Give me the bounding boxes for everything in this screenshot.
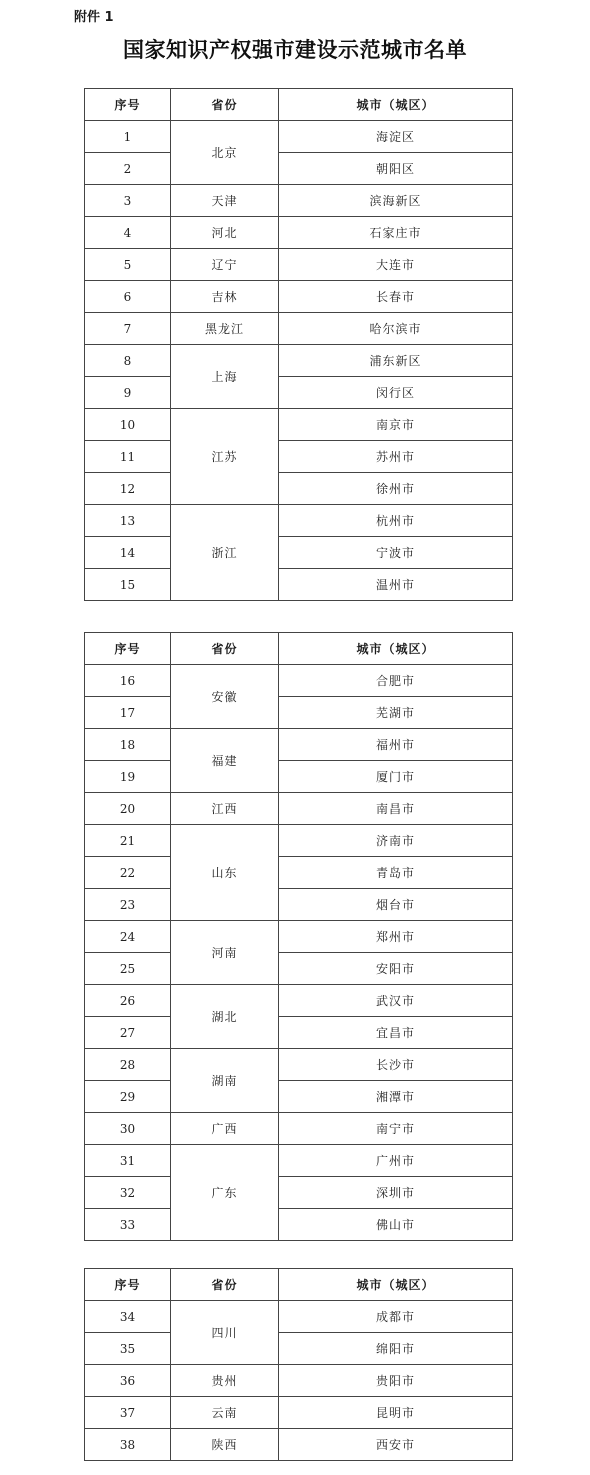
- document-title: 国家知识产权强市建设示范城市名单: [123, 38, 467, 62]
- row-number: 6: [85, 281, 171, 313]
- header-province: 省份: [171, 633, 279, 665]
- table-row: [85, 505, 513, 537]
- city-table-2: [84, 632, 513, 1241]
- row-number: 17: [85, 697, 171, 729]
- table-row: [85, 1081, 513, 1113]
- city-cell: 厦门市: [279, 761, 513, 793]
- table-row: [85, 377, 513, 409]
- row-number: 5: [85, 249, 171, 281]
- row-number: 8: [85, 345, 171, 377]
- row-number: 29: [85, 1081, 171, 1113]
- table-row: [85, 985, 513, 1017]
- header-no: 序号: [85, 633, 171, 665]
- province-cell: 贵州: [171, 1365, 279, 1397]
- table-row: [85, 217, 513, 249]
- city-cell: 福州市: [279, 729, 513, 761]
- table-row: [85, 1397, 513, 1429]
- city-cell: 昆明市: [279, 1397, 513, 1429]
- city-cell: 滨海新区: [279, 185, 513, 217]
- city-cell: 长春市: [279, 281, 513, 313]
- table-row: [85, 1365, 513, 1397]
- row-number: 38: [85, 1429, 171, 1461]
- city-cell: 朝阳区: [279, 153, 513, 185]
- city-cell: 长沙市: [279, 1049, 513, 1081]
- city-cell: 佛山市: [279, 1209, 513, 1241]
- header-row: [85, 1269, 513, 1301]
- table-row: [85, 1177, 513, 1209]
- row-number: 35: [85, 1333, 171, 1365]
- row-number: 9: [85, 377, 171, 409]
- table-row: [85, 1209, 513, 1241]
- city-cell: 广州市: [279, 1145, 513, 1177]
- province-cell: 河北: [171, 217, 279, 249]
- row-number: 16: [85, 665, 171, 697]
- city-cell: 郑州市: [279, 921, 513, 953]
- row-number: 20: [85, 793, 171, 825]
- province-cell: 福建: [171, 729, 279, 793]
- row-number: 31: [85, 1145, 171, 1177]
- header-city: 城市（城区）: [279, 1269, 513, 1301]
- city-cell: 贵阳市: [279, 1365, 513, 1397]
- header-city: 城市（城区）: [279, 89, 513, 121]
- header-no: 序号: [85, 89, 171, 121]
- city-cell: 深圳市: [279, 1177, 513, 1209]
- table-row: [85, 1301, 513, 1333]
- city-cell: 湘潭市: [279, 1081, 513, 1113]
- province-cell: 浙江: [171, 505, 279, 601]
- province-cell: 广东: [171, 1145, 279, 1241]
- province-cell: 广西: [171, 1113, 279, 1145]
- city-cell: 南宁市: [279, 1113, 513, 1145]
- province-cell: 安徽: [171, 665, 279, 729]
- city-cell: 苏州市: [279, 441, 513, 473]
- header-no: 序号: [85, 1269, 171, 1301]
- row-number: 32: [85, 1177, 171, 1209]
- row-number: 22: [85, 857, 171, 889]
- header-province: 省份: [171, 89, 279, 121]
- city-table-1: [84, 88, 513, 601]
- city-cell: 绵阳市: [279, 1333, 513, 1365]
- city-cell: 南京市: [279, 409, 513, 441]
- table-row: [85, 249, 513, 281]
- table-row: [85, 1049, 513, 1081]
- province-cell: 江苏: [171, 409, 279, 505]
- table-row: [85, 1113, 513, 1145]
- city-table-3: [84, 1268, 513, 1461]
- city-cell: 宜昌市: [279, 1017, 513, 1049]
- row-number: 25: [85, 953, 171, 985]
- table-row: [85, 857, 513, 889]
- row-number: 37: [85, 1397, 171, 1429]
- row-number: 30: [85, 1113, 171, 1145]
- province-cell: 北京: [171, 121, 279, 185]
- table-row: [85, 281, 513, 313]
- table-row: [85, 825, 513, 857]
- row-number: 1: [85, 121, 171, 153]
- table-row: [85, 345, 513, 377]
- table-row: [85, 537, 513, 569]
- table-row: [85, 441, 513, 473]
- table-row: [85, 793, 513, 825]
- table-row: [85, 121, 513, 153]
- row-number: 11: [85, 441, 171, 473]
- city-cell: 安阳市: [279, 953, 513, 985]
- table-row: [85, 921, 513, 953]
- row-number: 28: [85, 1049, 171, 1081]
- city-cell: 大连市: [279, 249, 513, 281]
- table-row: [85, 1017, 513, 1049]
- row-number: 4: [85, 217, 171, 249]
- city-cell: 南昌市: [279, 793, 513, 825]
- city-cell: 济南市: [279, 825, 513, 857]
- province-cell: 辽宁: [171, 249, 279, 281]
- city-cell: 烟台市: [279, 889, 513, 921]
- table-row: [85, 1429, 513, 1461]
- table-row: [85, 409, 513, 441]
- table-row: [85, 473, 513, 505]
- table-row: [85, 1333, 513, 1365]
- city-cell: 合肥市: [279, 665, 513, 697]
- city-cell: 哈尔滨市: [279, 313, 513, 345]
- header-city: 城市（城区）: [279, 633, 513, 665]
- table-row: [85, 153, 513, 185]
- row-number: 34: [85, 1301, 171, 1333]
- province-cell: 湖北: [171, 985, 279, 1049]
- annex-label: 附件 1: [74, 10, 114, 25]
- row-number: 3: [85, 185, 171, 217]
- table-row: [85, 889, 513, 921]
- table-row: [85, 761, 513, 793]
- province-cell: 陕西: [171, 1429, 279, 1461]
- row-number: 33: [85, 1209, 171, 1241]
- province-cell: 上海: [171, 345, 279, 409]
- city-cell: 徐州市: [279, 473, 513, 505]
- table-row: [85, 665, 513, 697]
- city-cell: 石家庄市: [279, 217, 513, 249]
- row-number: 21: [85, 825, 171, 857]
- row-number: 23: [85, 889, 171, 921]
- row-number: 7: [85, 313, 171, 345]
- city-cell: 芜湖市: [279, 697, 513, 729]
- city-cell: 宁波市: [279, 537, 513, 569]
- province-cell: 河南: [171, 921, 279, 985]
- city-cell: 浦东新区: [279, 345, 513, 377]
- row-number: 2: [85, 153, 171, 185]
- header-row: [85, 633, 513, 665]
- header-province: 省份: [171, 1269, 279, 1301]
- row-number: 18: [85, 729, 171, 761]
- province-cell: 天津: [171, 185, 279, 217]
- city-cell: 成都市: [279, 1301, 513, 1333]
- city-cell: 武汉市: [279, 985, 513, 1017]
- row-number: 24: [85, 921, 171, 953]
- city-cell: 闵行区: [279, 377, 513, 409]
- city-cell: 西安市: [279, 1429, 513, 1461]
- province-cell: 四川: [171, 1301, 279, 1365]
- province-cell: 云南: [171, 1397, 279, 1429]
- province-cell: 湖南: [171, 1049, 279, 1113]
- province-cell: 江西: [171, 793, 279, 825]
- table-row: [85, 697, 513, 729]
- table-row: [85, 313, 513, 345]
- row-number: 26: [85, 985, 171, 1017]
- province-cell: 黑龙江: [171, 313, 279, 345]
- city-cell: 杭州市: [279, 505, 513, 537]
- row-number: 27: [85, 1017, 171, 1049]
- row-number: 15: [85, 569, 171, 601]
- header-row: [85, 89, 513, 121]
- row-number: 12: [85, 473, 171, 505]
- row-number: 36: [85, 1365, 171, 1397]
- city-cell: 温州市: [279, 569, 513, 601]
- city-cell: 海淀区: [279, 121, 513, 153]
- province-cell: 山东: [171, 825, 279, 921]
- table-row: [85, 185, 513, 217]
- row-number: 19: [85, 761, 171, 793]
- row-number: 13: [85, 505, 171, 537]
- table-row: [85, 729, 513, 761]
- city-cell: 青岛市: [279, 857, 513, 889]
- table-row: [85, 953, 513, 985]
- table-row: [85, 1145, 513, 1177]
- table-row: [85, 569, 513, 601]
- row-number: 10: [85, 409, 171, 441]
- province-cell: 吉林: [171, 281, 279, 313]
- row-number: 14: [85, 537, 171, 569]
